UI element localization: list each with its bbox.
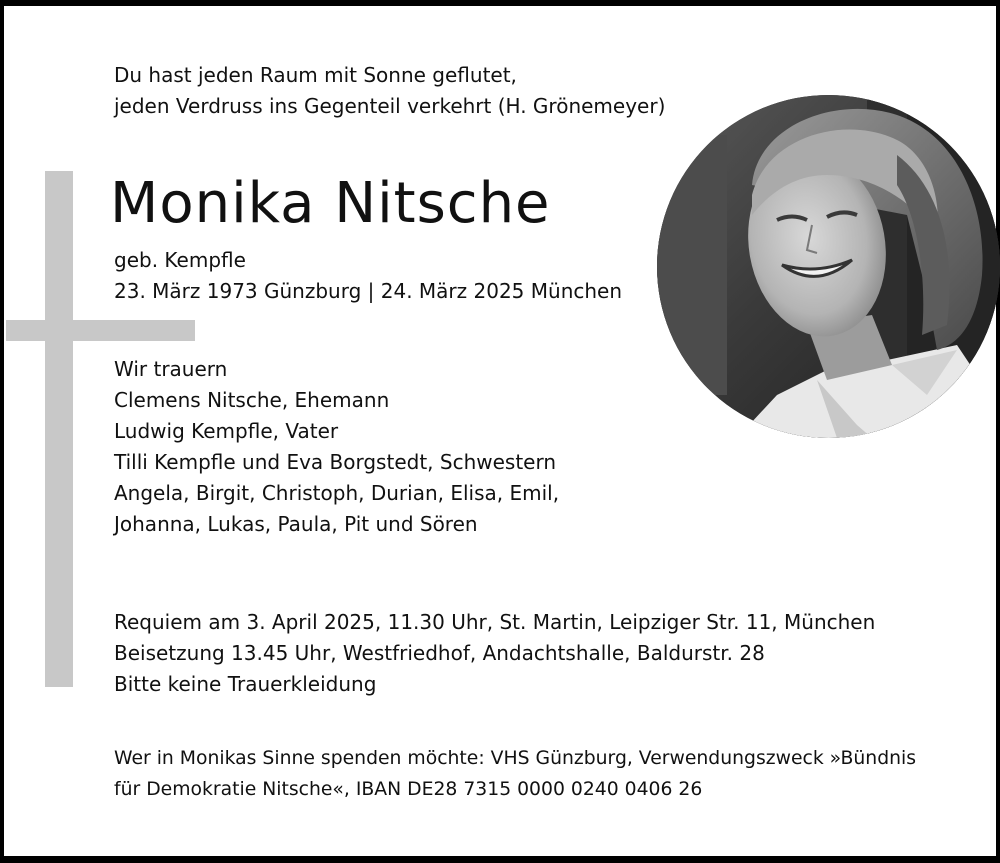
donation-line: für Demokratie Nitsche«, IBAN DE28 7315 0000 0240 0406 26 [114, 779, 703, 800]
quote-line: Du hast jeden Raum mit Sonne geflutet, [114, 63, 517, 87]
donation-line: Wer in Monikas Sinne spenden möchte: VHS Günzburg, Verwendungszweck »Bündnis [114, 748, 917, 769]
mourners-list [114, 354, 559, 540]
mourners-line: Clemens Nitsche, Ehemann [114, 388, 390, 412]
deceased-name: Monika Nitsche [110, 171, 551, 236]
portrait-photo [657, 95, 1000, 438]
mourners-line: Wir trauern [114, 357, 228, 381]
mourners-line: Johanna, Lukas, Paula, Pit und Sören [114, 512, 478, 536]
service-details [114, 607, 875, 700]
burial-line: Beisetzung 13.45 Uhr, Westfriedhof, Andachtshalle, Baldurstr. 28 [114, 641, 765, 665]
dress-note: Bitte keine Trauerkleidung [114, 672, 377, 696]
cross-horizontal-bar [6, 320, 195, 341]
life-dates: 23. März 1973 Günzburg | 24. März 2025 München [114, 279, 623, 303]
memorial-quote [114, 60, 665, 122]
mourners-line: Angela, Birgit, Christoph, Durian, Elisa, Emil, [114, 481, 560, 505]
cross-vertical-bar [45, 171, 73, 687]
donation-note [114, 743, 916, 805]
mourners-line: Tilli Kempfle und Eva Borgstedt, Schwestern [114, 450, 557, 474]
mourners-line: Ludwig Kempfle, Vater [114, 419, 339, 443]
birth-details [114, 245, 622, 307]
quote-line: jeden Verdruss ins Gegenteil verkehrt (H. Grönemeyer) [114, 94, 666, 118]
requiem-line: Requiem am 3. April 2025, 11.30 Uhr, St. Martin, Leipziger Str. 11, München [114, 610, 876, 634]
maiden-name: geb. Kempfle [114, 248, 246, 272]
portrait-illustration [657, 95, 1000, 438]
